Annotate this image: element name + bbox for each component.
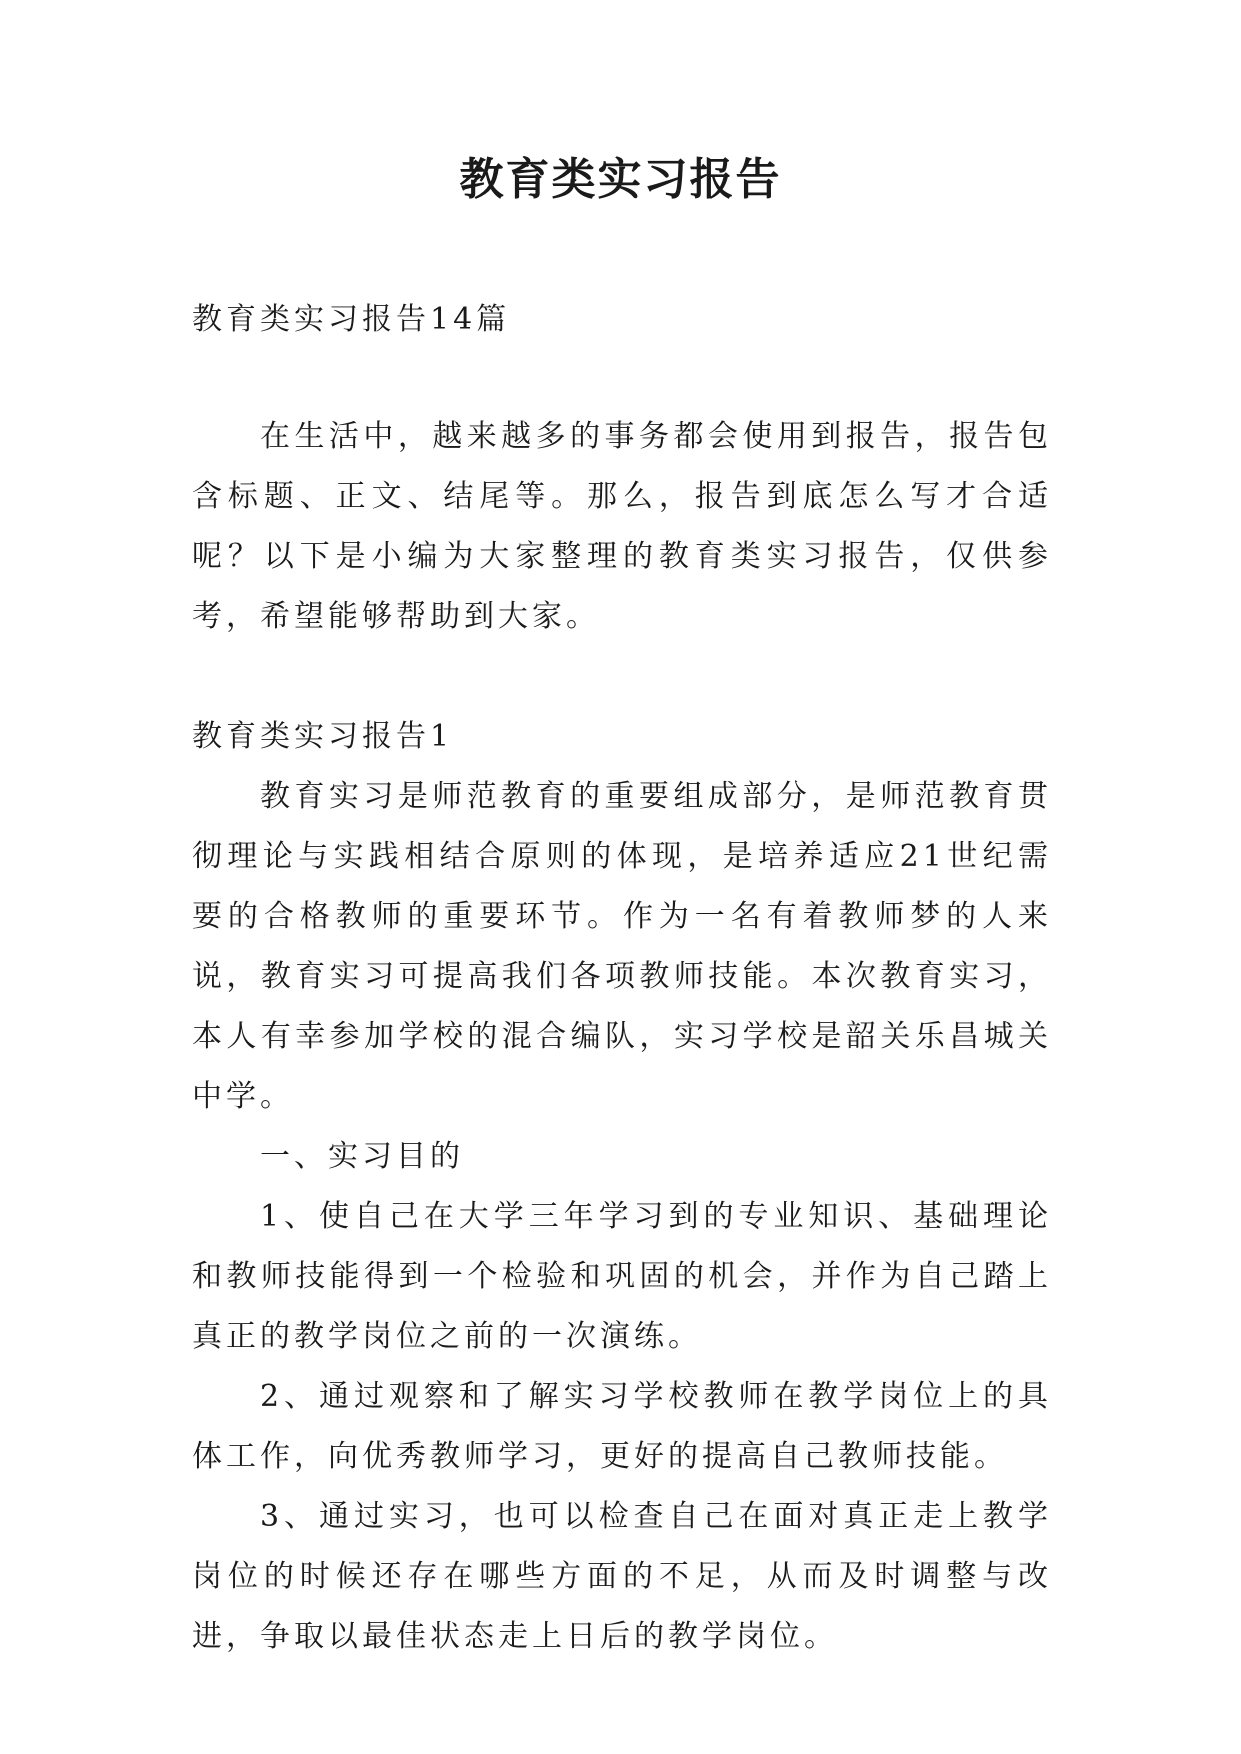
section-heading: 教育类实习报告1 [192, 719, 454, 754]
document-subtitle: 教育类实习报告14篇 [192, 302, 511, 337]
document-title: 教育类实习报告 [459, 154, 782, 205]
spacer [192, 350, 1052, 407]
intro-paragraph: 在生活中，越来越多的事务都会使用到报告，报告包含标题、正文、结尾等。那么，报告到底怎么写才合适呢？以下是小编为大家整理的教育类实习报告，仅供参考，希望能够帮助到大家。 [192, 419, 1052, 634]
spacer [192, 647, 1052, 707]
body-paragraph: 3、通过实习，也可以检查自己在面对真正走上教学岗位的时候还存在哪些方面的不足，从而及时调整与改进，争取以最佳状态走上日后的教学岗位。 [192, 1499, 1052, 1654]
subheading-purpose: 一、实习目的 [260, 1139, 464, 1174]
document-body [192, 290, 1052, 1667]
body-paragraph: 教育实习是师范教育的重要组成部分，是师范教育贯彻理论与实践相结合原则的体现，是培养适应21世纪需要的合格教师的重要环节。作为一名有着教师梦的人来说，教育实习可提高我们各项教师技能。本次教育实习，本人有幸参加学校的混合编队，实习学校是韶关乐昌城关中学。 [192, 779, 1052, 1114]
body-paragraph: 1、使自己在大学三年学习到的专业知识、基础理论和教师技能得到一个检验和巩固的机会，并作为自己踏上真正的教学岗位之前的一次演练。 [192, 1199, 1052, 1354]
body-paragraph: 2、通过观察和了解实习学校教师在教学岗位上的具体工作，向优秀教师学习，更好的提高自己教师技能。 [192, 1379, 1052, 1474]
